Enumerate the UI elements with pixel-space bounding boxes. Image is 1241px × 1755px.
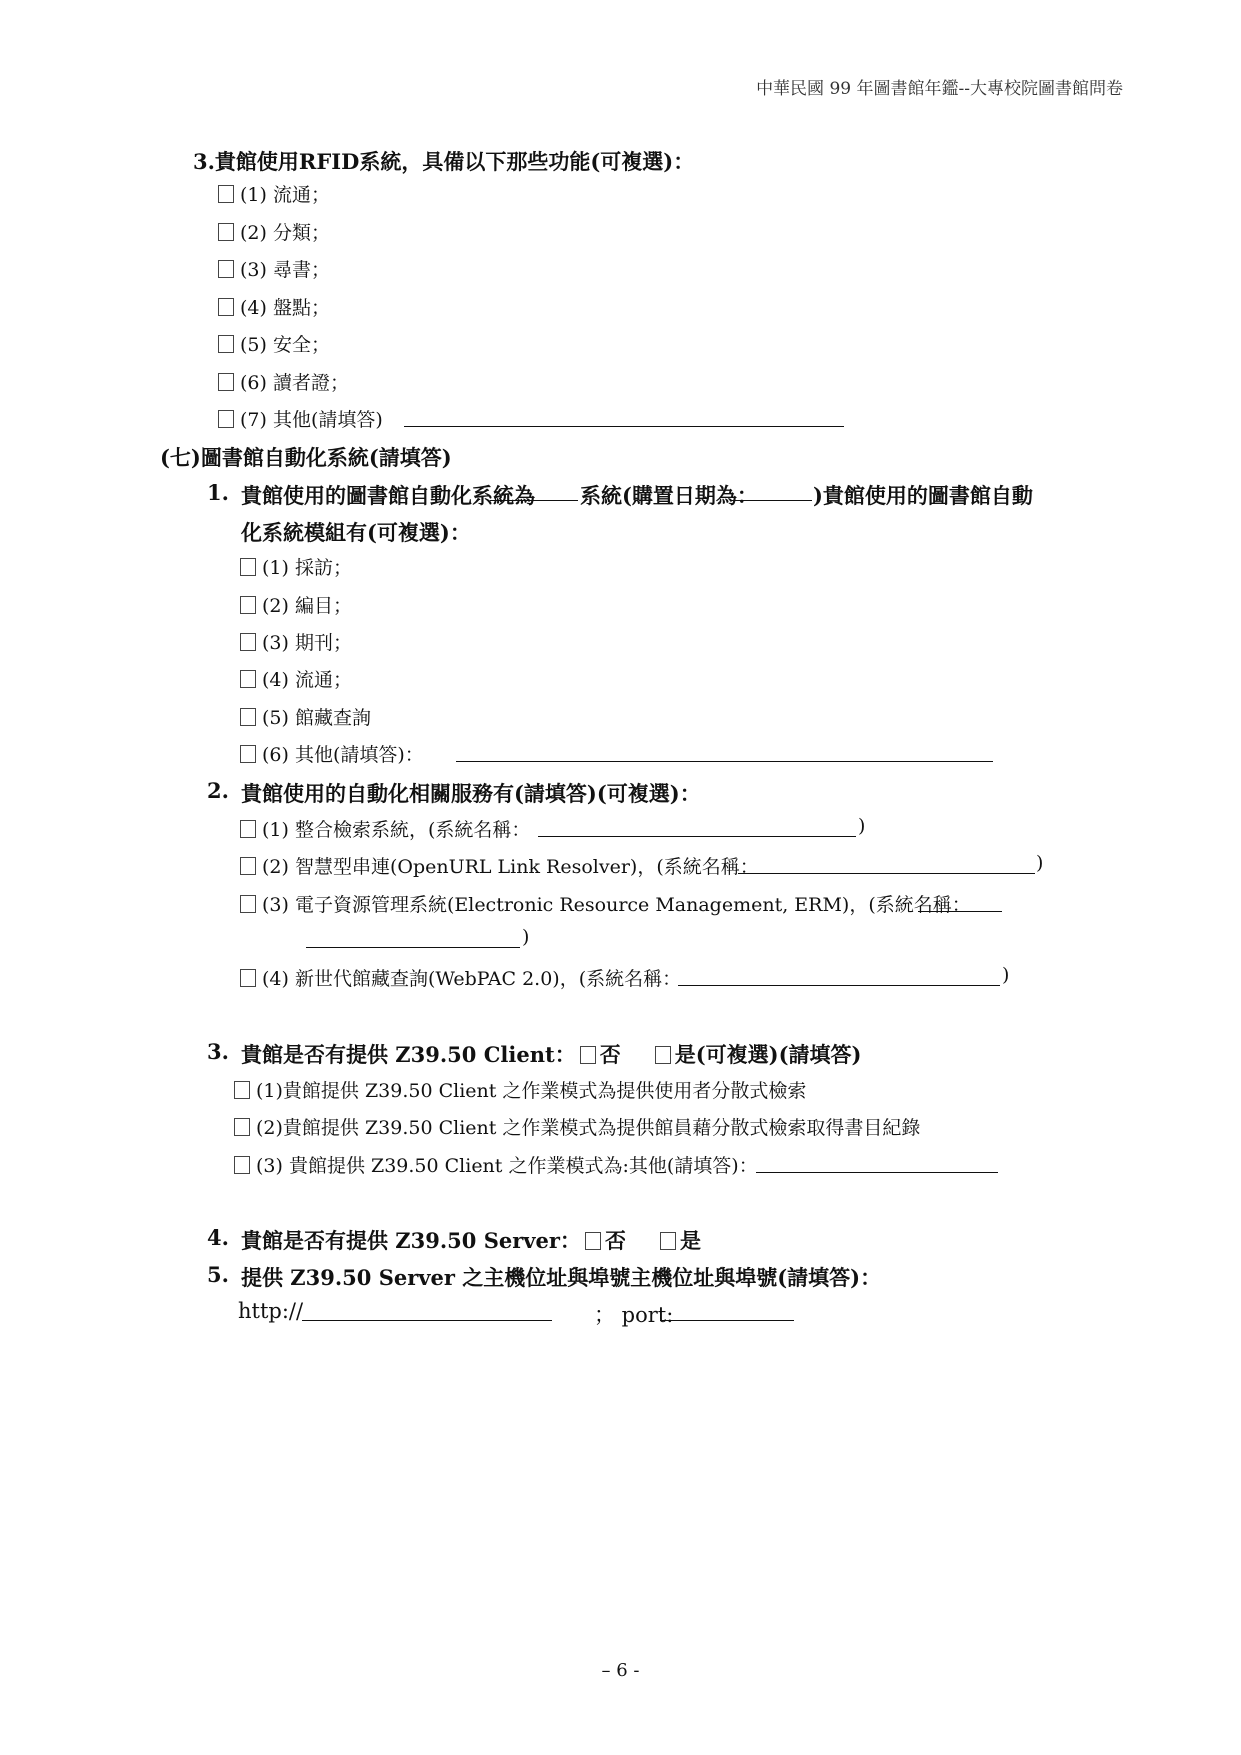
rfid-other-blank[interactable] — [404, 426, 844, 427]
q3-option-3[interactable]: (3) 貴館提供 Z39.50 Client 之作業模式為:其他(請填答)： — [234, 1151, 758, 1178]
q3-text: 貴館是否有提供 Z39.50 Client： — [241, 1042, 576, 1067]
q2-option-2-close: ) — [1036, 852, 1044, 874]
q5-text: 提供 Z39.50 Server 之主機位址與埠號主機位址與埠號(請填答)： — [241, 1265, 882, 1290]
checkbox[interactable] — [234, 1156, 250, 1174]
q3-no-checkbox[interactable] — [580, 1046, 596, 1064]
q5-http-label: http:// — [238, 1299, 304, 1323]
rfid-option-2[interactable]: (2) 分類； — [218, 218, 330, 245]
q4-yes-checkbox[interactable] — [660, 1232, 676, 1250]
checkbox[interactable] — [234, 1118, 250, 1136]
q3-other-blank[interactable] — [756, 1172, 998, 1173]
checkbox[interactable] — [218, 335, 234, 353]
q2-option-3[interactable]: (3) 電子資源管理系統(Electronic Resource Management, ERM)，(系統名稱： — [240, 890, 971, 917]
checkbox[interactable] — [218, 185, 234, 203]
q4-number: 4. — [207, 1225, 229, 1250]
q2-option-4[interactable]: (4) 新世代館藏查詢(WebPAC 2.0)，(系統名稱： — [240, 964, 681, 991]
q2-option-1[interactable]: (1) 整合檢索系統，(系統名稱： — [240, 815, 530, 842]
q2-option-1-close: ) — [858, 815, 866, 837]
q4-line — [241, 1225, 701, 1255]
q1-text-b: 系統(購置日期為： — [580, 483, 758, 508]
q1-date-blank[interactable] — [730, 500, 812, 501]
q3-line — [241, 1039, 861, 1069]
q3-no-label: 否 — [599, 1042, 621, 1067]
rfid-option-1[interactable]: (1) 流通； — [218, 180, 330, 207]
q2-option-3-blank-a[interactable] — [918, 911, 1002, 912]
q2-option-1-blank[interactable] — [538, 836, 856, 837]
checkbox[interactable] — [218, 410, 234, 428]
q5-port-label: ； port: — [594, 1303, 674, 1327]
q1-option-5[interactable]: (5) 館藏查詢 — [240, 703, 371, 730]
section-7-title: (七)圖書館自動化系統(請填答) — [160, 445, 452, 470]
checkbox[interactable] — [218, 298, 234, 316]
q4-text: 貴館是否有提供 Z39.50 Server： — [241, 1228, 581, 1253]
q2-option-2-blank[interactable] — [738, 873, 1035, 874]
q1-option-6[interactable]: (6) 其他(請填答)： — [240, 740, 424, 767]
checkbox[interactable] — [240, 708, 256, 726]
q1-option-3[interactable]: (3) 期刊； — [240, 628, 352, 655]
q5-host-blank[interactable] — [302, 1320, 552, 1321]
q5-number: 5. — [207, 1262, 229, 1287]
q2-option-3-blank-b[interactable] — [306, 947, 520, 948]
checkbox[interactable] — [240, 596, 256, 614]
q3-yes-checkbox[interactable] — [655, 1046, 671, 1064]
checkbox[interactable] — [240, 895, 256, 913]
q2-number: 2. — [207, 778, 229, 803]
q3-option-1[interactable]: (1)貴館提供 Z39.50 Client 之作業模式為提供使用者分散式檢索 — [234, 1076, 806, 1103]
q3-yes-label: 是(可複選)(請填答) — [674, 1042, 862, 1067]
rfid-option-6[interactable]: (6) 讀者證； — [218, 368, 349, 395]
q2-title: 貴館使用的自動化相關服務有(請填答)(可複選)： — [241, 781, 701, 806]
q5-port-blank[interactable] — [660, 1320, 794, 1321]
q1-number: 1. — [207, 480, 229, 505]
q2-option-3-close: ) — [522, 926, 530, 948]
checkbox[interactable] — [240, 745, 256, 763]
q1-text-c: )貴館使用的圖書館自動 — [813, 483, 1033, 508]
checkbox[interactable] — [240, 857, 256, 875]
rfid-option-5[interactable]: (5) 安全； — [218, 330, 330, 357]
checkbox[interactable] — [240, 969, 256, 987]
checkbox[interactable] — [218, 260, 234, 278]
q2-option-2[interactable]: (2) 智慧型串連(OpenURL Link Resolver)，(系統名稱： — [240, 852, 759, 879]
q1-system-blank[interactable] — [490, 500, 578, 501]
page-header: 中華民國 99 年圖書館年鑑--大專校院圖書館問卷 — [756, 79, 1123, 99]
q1-option-1[interactable]: (1) 採訪； — [240, 553, 352, 580]
q1-text-a: 貴館使用的圖書館自動化系統為 — [241, 483, 535, 508]
rfid-option-7[interactable]: (7) 其他(請填答) — [218, 405, 383, 432]
q1-line2: 化系統模組有(可複選)： — [241, 520, 471, 545]
rfid-option-4[interactable]: (4) 盤點； — [218, 293, 330, 320]
checkbox[interactable] — [240, 633, 256, 651]
q3-number: 3. — [207, 1039, 229, 1064]
q1-option-2[interactable]: (2) 編目； — [240, 591, 352, 618]
q2-option-4-blank[interactable] — [678, 985, 1000, 986]
checkbox[interactable] — [218, 223, 234, 241]
checkbox[interactable] — [240, 820, 256, 838]
checkbox[interactable] — [234, 1081, 250, 1099]
checkbox[interactable] — [240, 670, 256, 688]
rfid-option-3[interactable]: (3) 尋書； — [218, 255, 330, 282]
q4-yes-label: 是 — [679, 1228, 701, 1253]
q3-option-2[interactable]: (2)貴館提供 Z39.50 Client 之作業模式為提供館員藉分散式檢索取得書目紀錄 — [234, 1113, 920, 1140]
rfid-question-title: 3.貴館使用RFID系統，具備以下那些功能(可複選)： — [193, 149, 695, 174]
checkbox[interactable] — [218, 373, 234, 391]
q4-no-label: 否 — [604, 1228, 626, 1253]
q2-option-4-close: ) — [1002, 964, 1010, 986]
page-number: – 6 - — [601, 1660, 640, 1681]
q1-option-4[interactable]: (4) 流通； — [240, 665, 352, 692]
checkbox[interactable] — [240, 558, 256, 576]
q4-no-checkbox[interactable] — [585, 1232, 601, 1250]
q1-other-blank[interactable] — [456, 761, 993, 762]
